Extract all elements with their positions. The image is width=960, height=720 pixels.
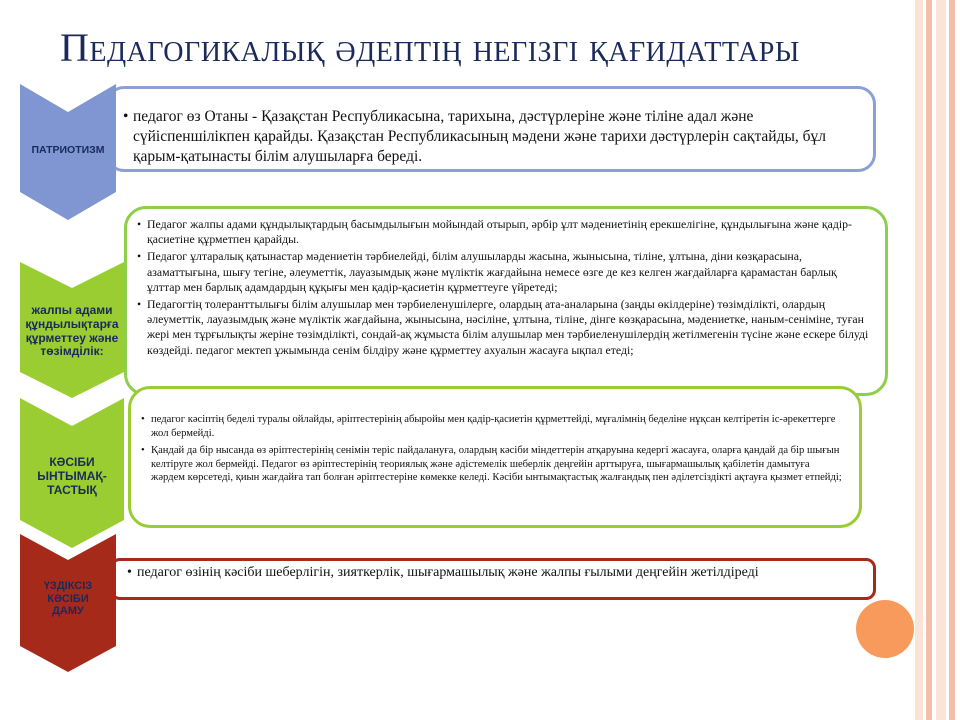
section-label: ПАТРИОТИЗМ [31,144,105,156]
section-label: жалпы адами құндылықтарға құрметтеу және төзімділік: [25,303,119,359]
section-label: ҮЗДІКСІЗ КӘСІБИ ДАМУ [43,580,93,618]
section-item: • Педагог жалпы адами құндылықтардың басымдылығын мойындай отырып, әрбір ұлт мәдениетінің ерекшелігіне, құндылығына және қадір-қасиетіне құрметпен қарайды. [137,217,871,247]
section-item: • Қандай да бір нысанда өз әріптестерінің сенімін теріс пайдалануға, олардың кәсіби міндеттерін атқаруына кедергі жасауға, оларға қандай да бір шығын келтіруге жол бермейді. Педагог өз әріптестерінің теориялық және әдістемелік шеберлік деңгейін арттыруға, шығармашылық қабілетін дамытуға жәрдем көрсетеді, қиын жағдайға тап болған әріптестеріне көмекке келеді. Кәсіби ынтымақтастық жалғандық пен әділетсіздікті ақтауға қызмет етпейді; [141,444,845,485]
decor-circle [856,600,914,658]
section-item: • педагог кәсіптің беделі туралы ойлайды, әріптестерінің абыройы мен қадір-қасиетін құрметтейді, мұғалімнің беделіне нұқсан келтіретін іс-әрекеттерге жол бермейді. [141,413,845,440]
section-item: • педагог өз Отаны - Қазақстан Республикасына, тарихына, дәстүрлеріне және тіліне адал және сүйіспеншілікпен қарайды. Қазақстан Республикасының мәдени және тарихи дәстүрлерін сақтайды, бұл қарым-қатынасты білім алушыларға береді. [123,107,853,167]
chevron-development [20,534,116,672]
section-item: • педагог өзінің кәсіби шеберлігін, зияткерлік, шығармашылық және жалпы ғылыми деңгейін жетілдіреді [127,565,859,581]
section-item: • Педагог ұлтаралық қатынастар мәдениетін тәрбиелейді, білім алушыларды жасына, жынысына, тіліне, ұлтына, діни көзқарасына, азаматтығына, шығу тегіне, әлеуметтік, лауазымдық және мүліктік жағдайына немесе өзге де кез келген жағдайларға қарамастан барлық ұлттар мен барлық адамдардың құқығы мен қадір-қасиетін құрметтеуге үйретеді; [137,249,871,295]
section-box-tolerance [124,206,888,396]
section-box-development [110,558,876,600]
decor-stripe-4 [949,0,955,720]
decor-stripe-3 [936,0,946,720]
chevron-tolerance [20,262,124,398]
chevron-solidarity [20,398,124,548]
page-title: Педагогикалық әдептің негізгі қағидаттары [60,25,800,70]
chevron-patriotism [20,84,116,220]
section-item: • Педагогтің толеранттылығы білім алушылар мен тәрбиеленушілерге, олардың ата-аналарына (заңды өкілдеріне) төзімділікті, олардың әлеуметтік, лауазымдық және мүліктік жағдайына, жынысына, нәсіліне, ұлтына, тіліне, дінге көзқарасына, мәдениетке, наным-сеніміне, туған жері мен тұрғылықты жеріне төзімділікті, сондай-ақ жұмыста білім алушылар мен тәрбиеленушілердің жетілмегенін түсіне және ескере білуді көздейді. педагог мектеп ұжымында сенім білдіру және құрметтеу ахуалын жасауға ықпал етеді; [137,297,871,358]
section-box-solidarity [128,386,862,528]
decor-stripe-2 [926,0,932,720]
decor-stripe-1 [915,0,923,720]
section-label: КӘСІБИ ЫНТЫМАҚ-ТАСТЫҚ [37,455,107,497]
section-box-patriotism [106,86,876,172]
